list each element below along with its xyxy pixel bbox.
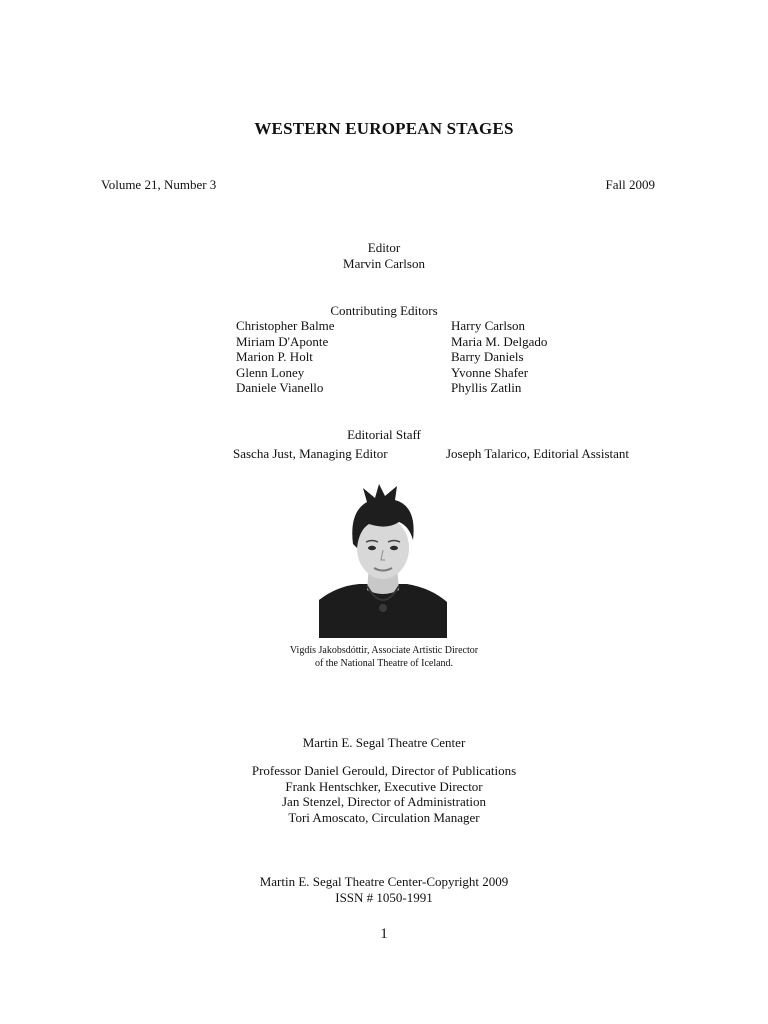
- editorial-staff-heading: Editorial Staff: [347, 427, 421, 442]
- contributing-editor: Maria M. Delgado: [451, 333, 548, 349]
- managing-editor: Sascha Just, Managing Editor: [233, 446, 388, 461]
- contributing-editor: Marion P. Holt: [236, 349, 313, 364]
- volume-number: Volume 21, Number 3: [101, 177, 217, 192]
- contributing-editor: Yvonne Shafer: [451, 364, 529, 380]
- contributing-editors-right-column: [451, 318, 547, 396]
- contributing-editor: Barry Daniels: [451, 349, 524, 364]
- photo-caption-line: Vigdís Jakobsdóttir, Associate Artistic Director: [289, 645, 479, 656]
- photo-caption-line: of the National Theatre of Iceland.: [314, 658, 454, 669]
- editor-name: Marvin Carlson: [343, 256, 425, 271]
- editorial-assistant: Joseph Talarico, Editorial Assistant: [446, 446, 629, 461]
- staff-line: Jan Stenzel, Director of Administration: [282, 794, 486, 809]
- contributing-editor: Daniele Vianello: [236, 380, 324, 395]
- copyright-line: Martin E. Segal Theatre Center-Copyright 2009: [259, 874, 509, 889]
- photo-caption: [0, 644, 768, 670]
- theatre-center-name: Martin E. Segal Theatre Center: [302, 735, 466, 750]
- issn-line: ISSN # 1050-1991: [335, 889, 433, 905]
- contributing-editor: Glenn Loney: [236, 364, 305, 380]
- editor-heading: Editor: [367, 240, 401, 255]
- portrait-illustration: [319, 482, 447, 638]
- contributing-editors-left-column: [236, 318, 335, 396]
- staff-line: Professor Daniel Gerould, Director of Publications: [251, 763, 517, 778]
- theatre-center-staff: [0, 763, 768, 825]
- contributing-editor: Christopher Balme: [236, 318, 335, 333]
- contributing-editors-heading: Contributing Editors: [330, 303, 438, 318]
- contributing-editor: Miriam D'Aponte: [236, 333, 329, 349]
- journal-title: WESTERN EUROPEAN STAGES: [254, 119, 514, 138]
- issue-season: Fall 2009: [605, 177, 655, 192]
- portrait-photo: [319, 482, 447, 638]
- page-number: 1: [380, 926, 388, 942]
- staff-line: Frank Hentschker, Executive Director: [285, 778, 483, 794]
- contributing-editor: Harry Carlson: [451, 318, 526, 333]
- contributing-editor: Phyllis Zatlin: [451, 380, 522, 395]
- staff-line: Tori Amoscato, Circulation Manager: [288, 809, 480, 825]
- copyright-block: [0, 874, 768, 905]
